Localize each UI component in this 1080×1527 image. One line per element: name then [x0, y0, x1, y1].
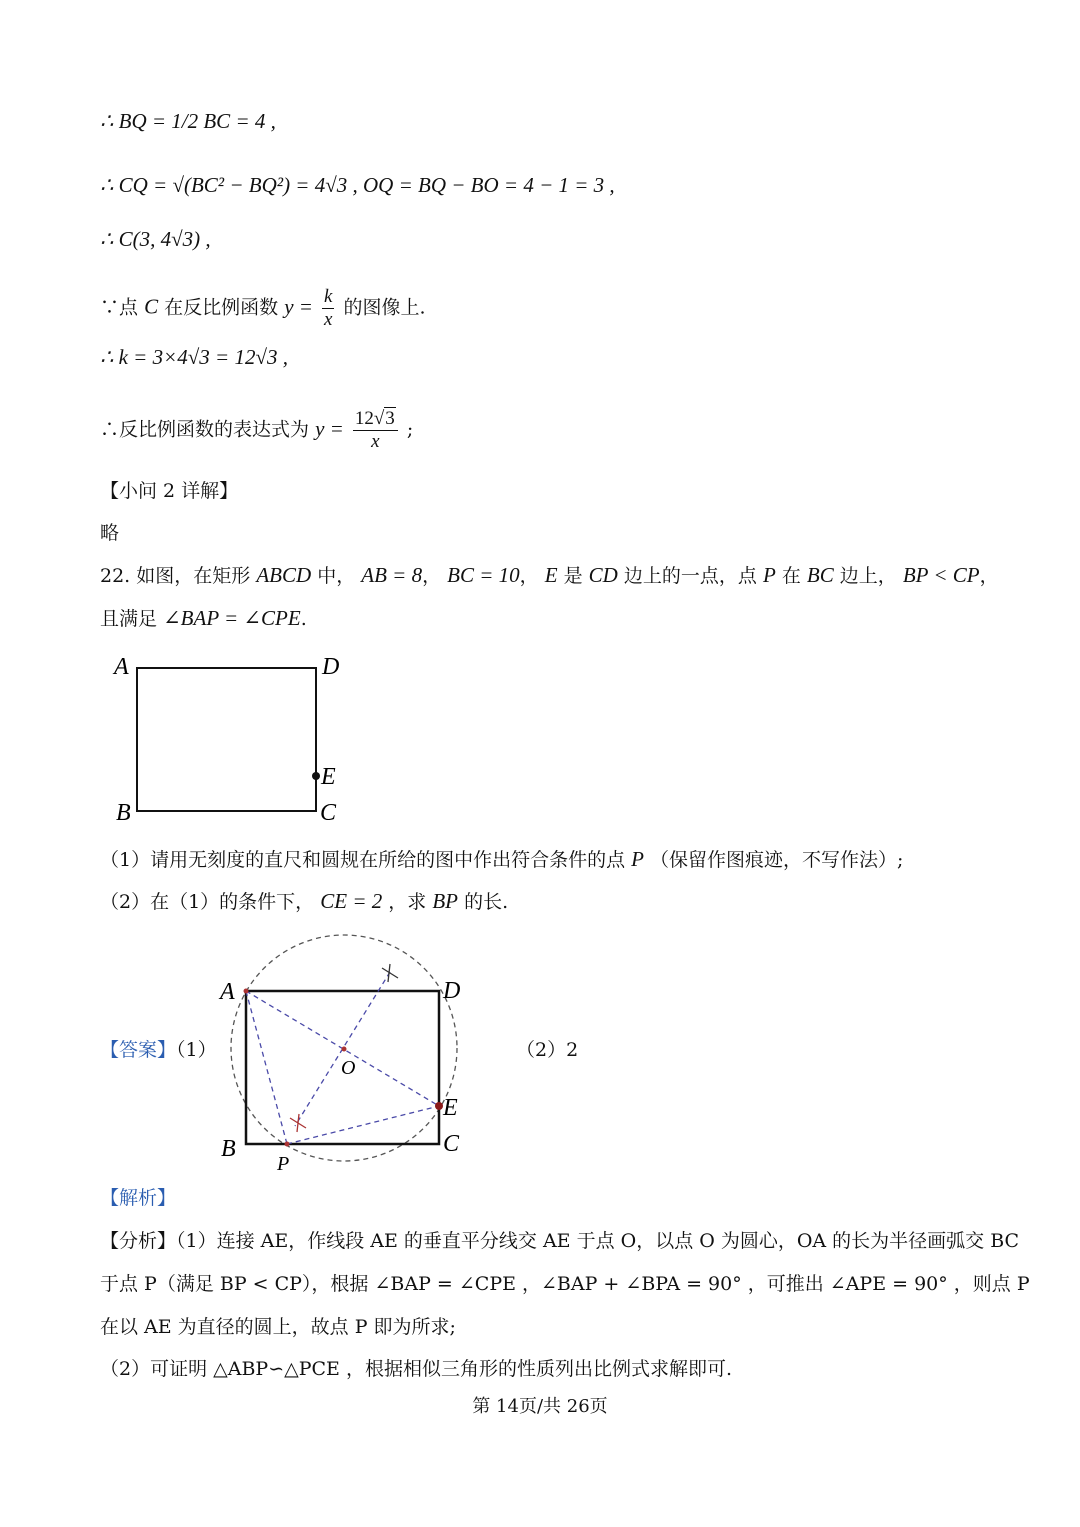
label-e: E — [321, 764, 336, 790]
point-e-dot — [312, 772, 320, 780]
analysis-line-1: 【分析】（1）连接 AE，作线段 AE 的垂直平分线交 AE 于点 O，以点 O 为圆心，OA 的长为半径画弧交 BC — [100, 1230, 1020, 1252]
sub2-body: 略 — [100, 522, 120, 544]
label-p: P — [277, 1153, 290, 1175]
label-a: A — [220, 979, 235, 1005]
analysis-line-2: 于点 P（满足 BP < CP），根据 ∠BAP = ∠CPE ，∠BAP + ∠BPA = 90° ，可推出 ∠APE = 90° ，则点 P — [100, 1273, 1030, 1295]
question-1: （1）请用无刻度的直尺和圆规在所给的图中作出符合条件的点 P （保留作图痕迹，不写作法）; — [100, 847, 904, 871]
point-e-dot — [435, 1102, 443, 1110]
label-c: C — [443, 1131, 460, 1157]
sub2-header: 【小问 2 详解】 — [100, 480, 239, 502]
solution-line-5: ∴ k = 3×4√3 = 12√3 , — [100, 345, 288, 369]
question-2: （2）在（1）的条件下， CE = 2 ，求 BP 的长. — [100, 889, 509, 913]
solution-line-1 — [100, 108, 276, 135]
point-a-dot — [244, 989, 249, 994]
arc-mark-bottom — [290, 1114, 306, 1132]
answer-part2: （2）2 — [516, 1039, 579, 1061]
analysis-tag: 【解析】 — [100, 1187, 177, 1209]
point-o-dot — [342, 1047, 347, 1052]
label-d: D — [443, 978, 461, 1004]
analysis-line-4: （2）可证明 △ABP∽△PCE ，根据相似三角形的性质列出比例式求解即可. — [100, 1358, 733, 1380]
problem-22-line-2: 且满足 ∠BAP = ∠CPE. — [100, 606, 307, 630]
fraction-12root3-over-x: $\frac{12√3}{x}$ — [353, 408, 398, 453]
label-b: B — [116, 800, 131, 826]
analysis-line-3: 在以 AE 为直径的圆上，故点 P 即为所求; — [100, 1316, 456, 1338]
arc-mark-top — [382, 964, 398, 982]
solution-line-1-text: ∴ BQ = 1/2 BC = 4 , — [100, 109, 276, 133]
label-c: C — [320, 800, 337, 826]
figure-rectangle — [108, 650, 358, 830]
label-e: E — [443, 1095, 458, 1121]
segment-ap — [246, 991, 287, 1144]
label-o: O — [341, 1057, 356, 1079]
solution-line-4: ∵点 C 在反比例函数 y = $\frac{k}{x}$ 的图像上. — [100, 286, 426, 330]
point-p-dot — [285, 1142, 290, 1147]
fraction-k-over-x: $\frac{k}{x}$ — [323, 286, 333, 330]
label-b: B — [221, 1136, 236, 1162]
problem-22-line-1: 22. 如图，在矩形 ABCD 中， AB = 8， BC = 10， E 是 CD 边上的一点，点 P 在 BC 边上， BP < CP， — [100, 563, 999, 587]
solution-line-3: ∴ C(3, 4√3) , — [100, 227, 211, 251]
segment-pe — [287, 1106, 439, 1144]
page-footer: 第 14页/共 26页 — [472, 1396, 608, 1417]
label-a: A — [114, 654, 129, 680]
solution-line-2: ∴ CQ = √(BC² − BQ²) = 4√3 , OQ = BQ − BO = 4 − 1 = 3 , — [100, 173, 615, 197]
answer-label: 【答案】（1） — [100, 1039, 217, 1061]
solution-line-6: ∴反比例函数的表达式为 y = $\frac{12√3}{x}$ ; — [100, 408, 414, 452]
label-d: D — [322, 654, 340, 680]
figure-construction — [215, 930, 485, 1175]
rectangle-abcd — [137, 668, 316, 811]
